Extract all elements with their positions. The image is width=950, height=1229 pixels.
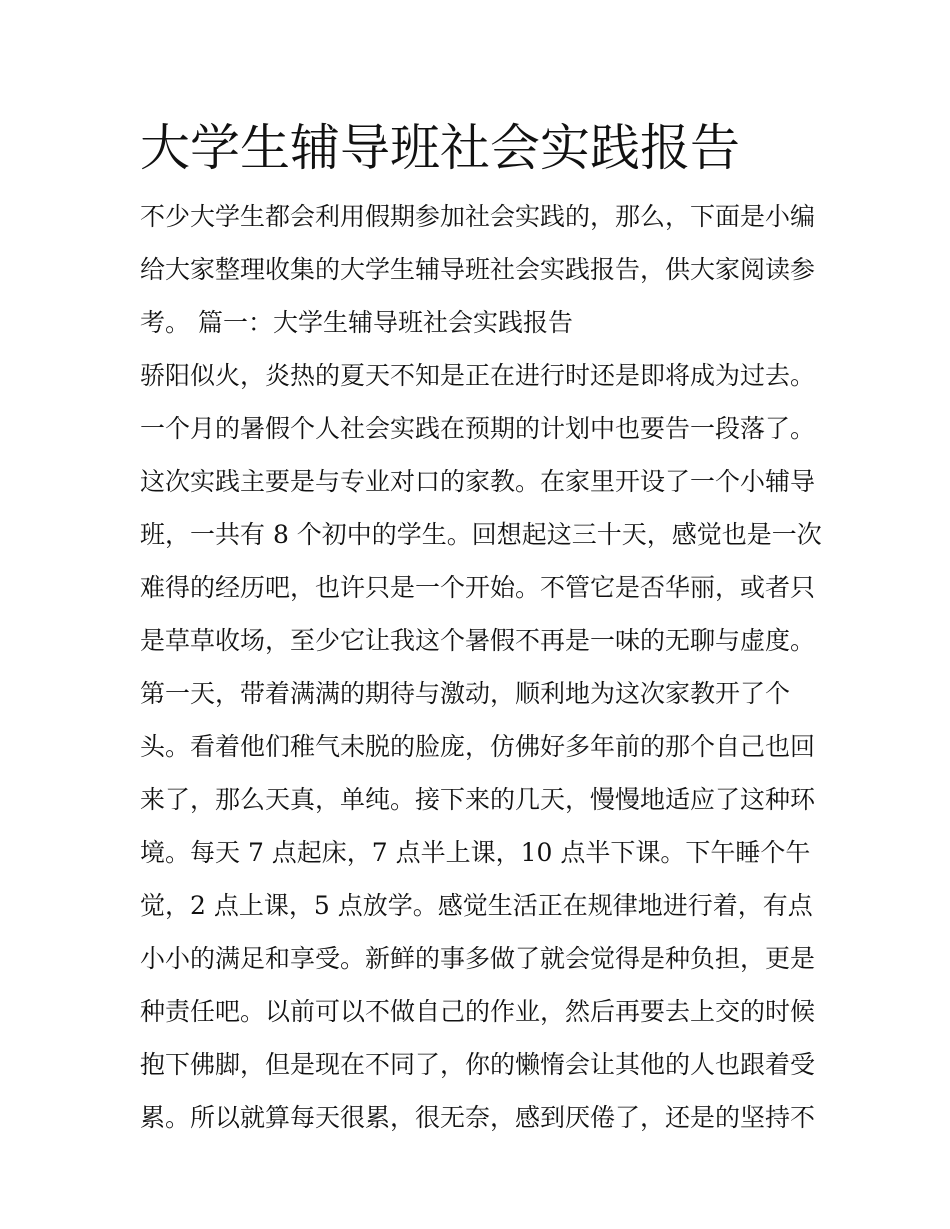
body-line: 不少大学生都会利用假期参加社会实践的，那么，下面是小编 — [140, 202, 816, 231]
body-line: 小小的满足和享受。新鲜的事多做了就会觉得是种负担，更是 — [140, 944, 816, 973]
body-line: 第一天，带着满满的期待与激动，顺利地为这次家教开了个 — [140, 679, 791, 708]
body-line: 种责任吧。以前可以不做自己的作业，然后再要去上交的时候 — [140, 997, 816, 1026]
document-title: 大学生辅导班社会实践报告 — [140, 119, 740, 177]
body-line: 给大家整理收集的大学生辅导班社会实践报告，供大家阅读参 — [140, 255, 816, 284]
body-line: 一个月的暑假个人社会实践在预期的计划中也要告一段落了。 — [140, 414, 816, 443]
body-line: 这次实践主要是与专业对口的家教。在家里开设了一个小辅导 — [140, 467, 816, 496]
body-line: 骄阳似火，炎热的夏天不知是正在进行时还是即将成为过去。 — [140, 361, 816, 390]
body-line: 考。 篇一：大学生辅导班社会实践报告 — [140, 308, 573, 337]
body-line: 来了，那么天真，单纯。接下来的几天，慢慢地适应了这种环 — [140, 785, 816, 814]
body-line: 觉，2 点上课，5 点放学。感觉生活正在规律地进行着，有点 — [140, 891, 813, 920]
body-line: 累。所以就算每天很累，很无奈，感到厌倦了，还是的坚持不 — [140, 1103, 816, 1132]
body-line: 头。看着他们稚气未脱的脸庞，仿佛好多年前的那个自己也回 — [140, 732, 816, 761]
body-line: 是草草收场，至少它让我这个暑假不再是一味的无聊与虚度。 — [140, 626, 816, 655]
body-line: 班，一共有 8 个初中的学生。回想起这三十天，感觉也是一次 — [140, 520, 822, 549]
body-line: 抱下佛脚，但是现在不同了，你的懒惰会让其他的人也跟着受 — [140, 1050, 816, 1079]
body-line: 难得的经历吧，也许只是一个开始。不管它是否华丽，或者只 — [140, 573, 816, 602]
body-line: 境。每天 7 点起床，7 点半上课，10 点半下课。下午睡个午 — [140, 838, 811, 867]
